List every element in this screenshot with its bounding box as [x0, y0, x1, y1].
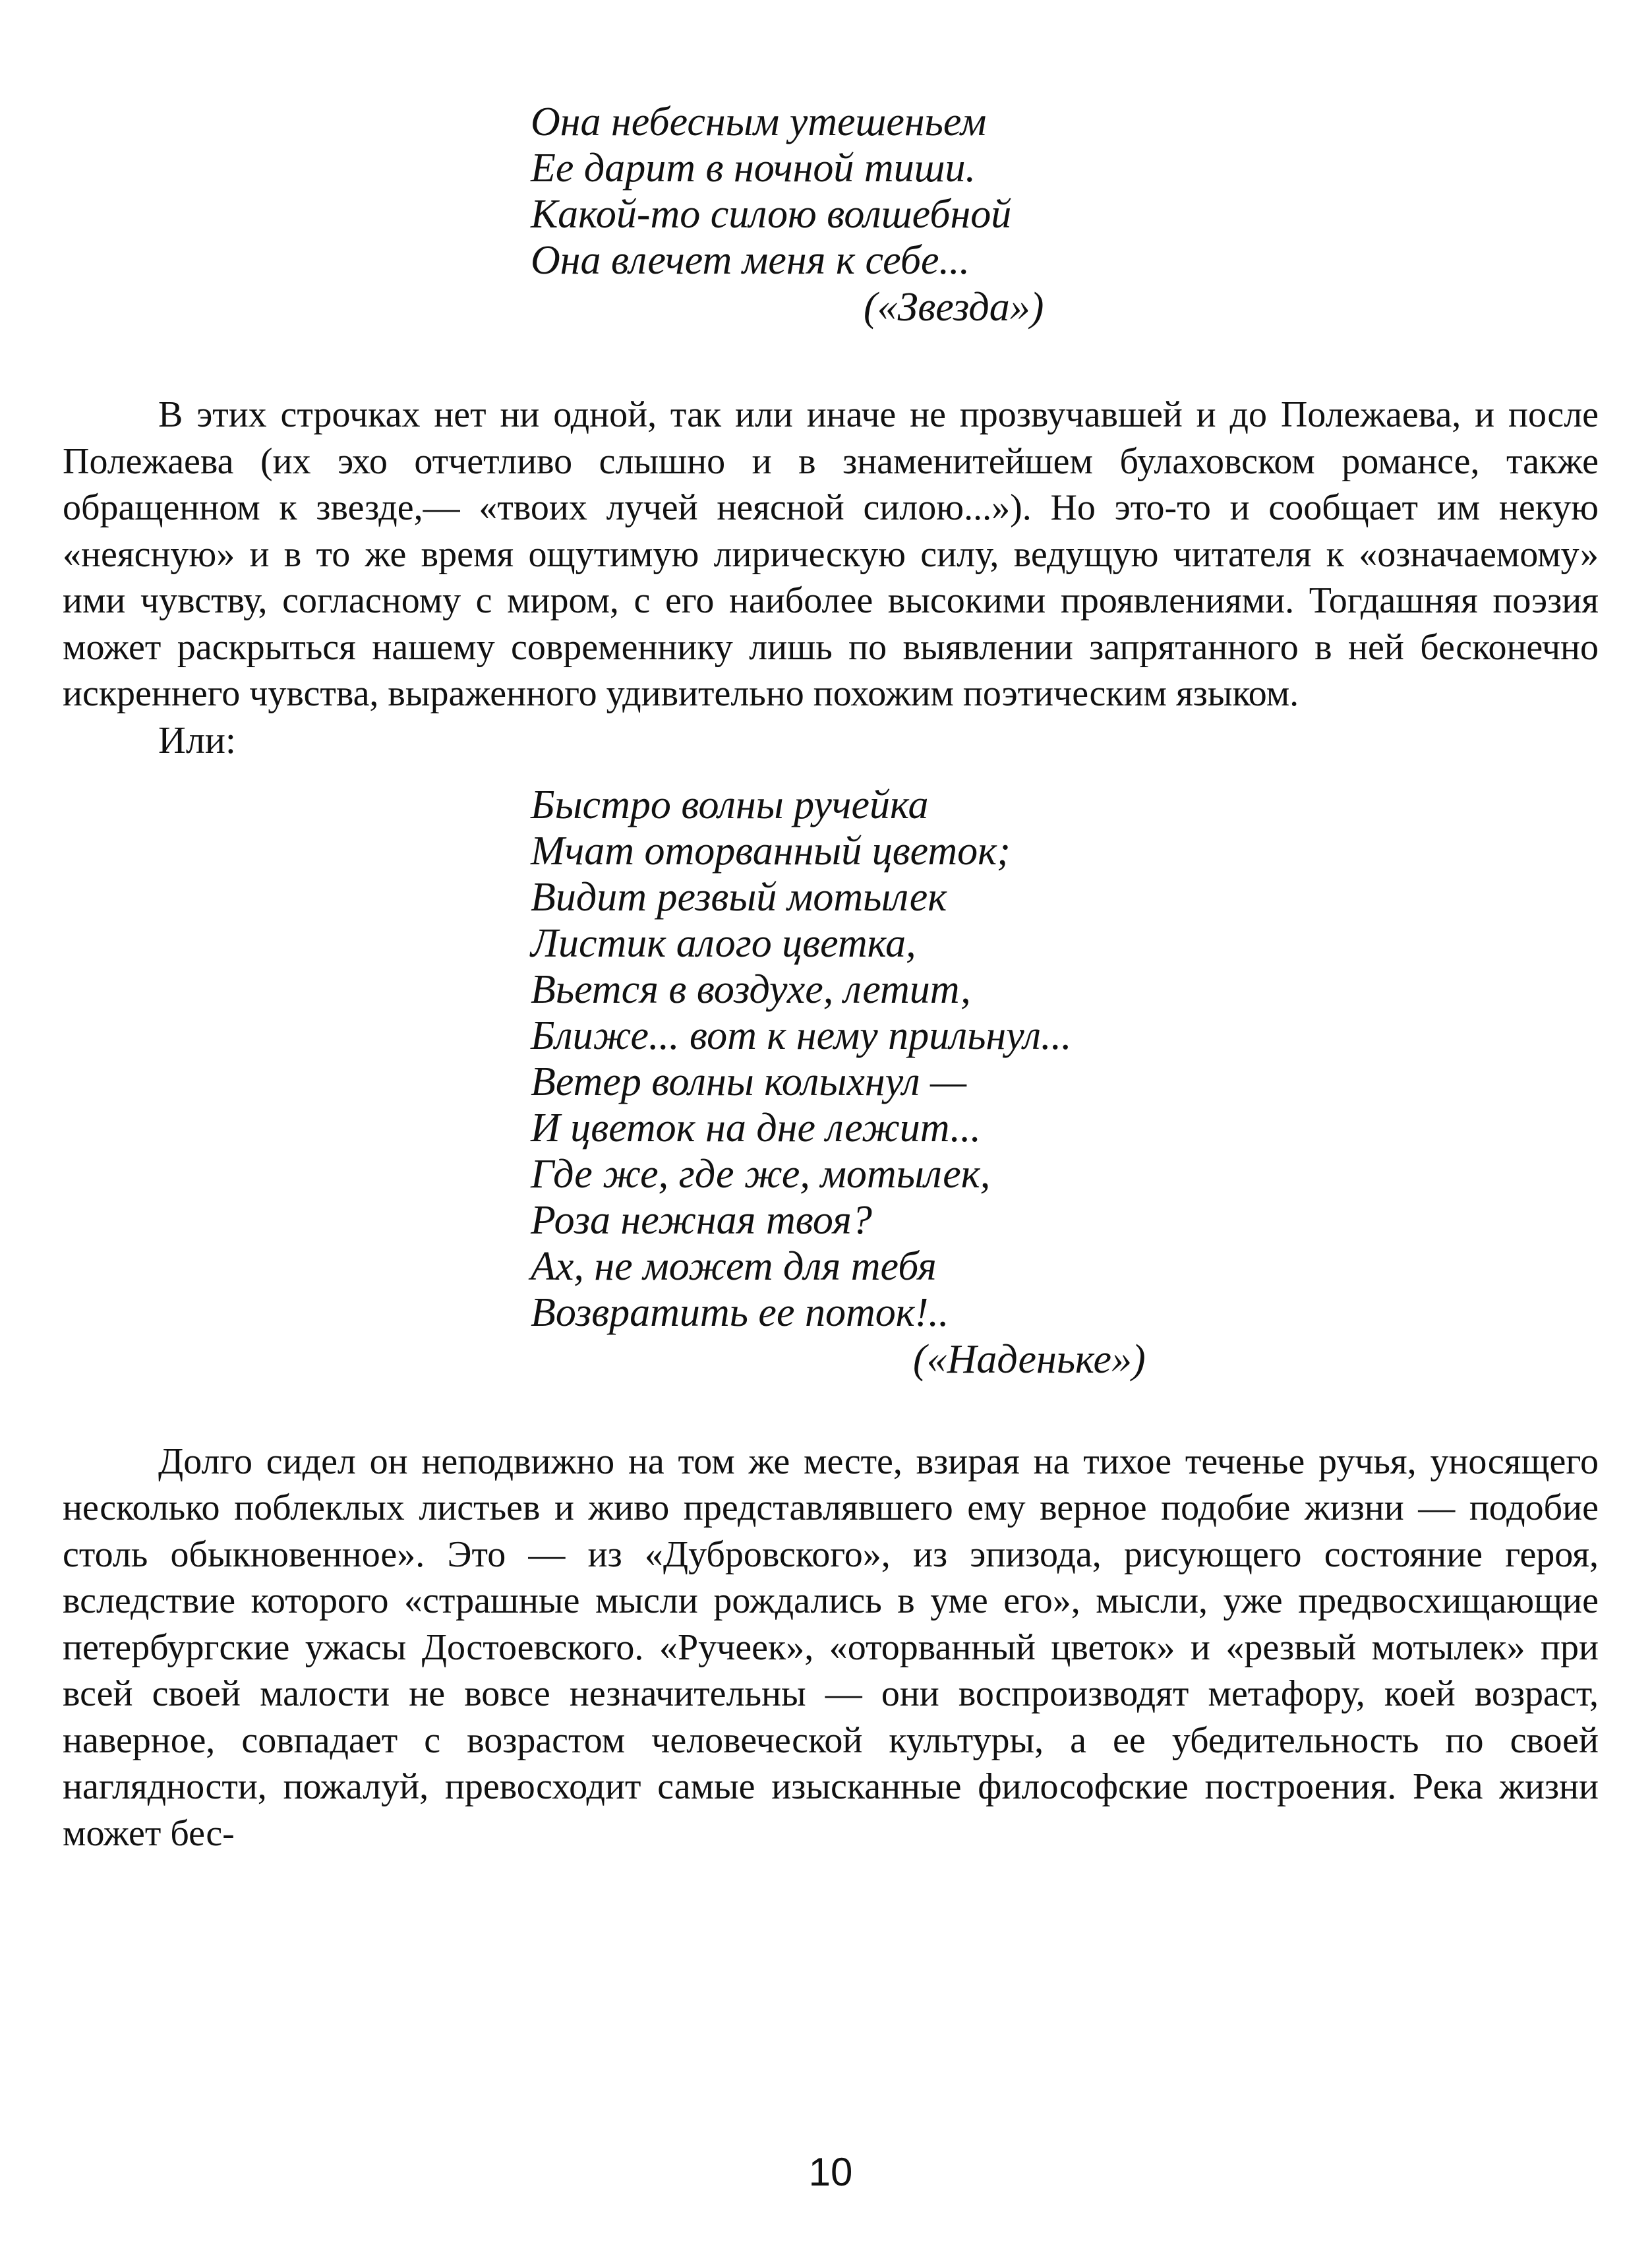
ili-label: Или: — [158, 718, 236, 761]
poem-zvezda — [531, 99, 1599, 283]
poem-line: Быстро волны ручейка — [531, 782, 929, 827]
paragraph-2: Долго сидел он неподвижно на том же месте, взирая на тихое теченье ручья, уносящего несколько поблеклых листьев и живо представлявшего ему верное подобие жизни — подобие столь обыкновенное». Это — из «Дубровского», из эпизода, рисующего состояние героя, вследствие которого «страшные мысли рождались в уме его», мысли, уже предвосхищающие петербургские ужасы Достоевского. «Ручеек», «оторванный цветок» и «резвый мотылек» при всей своей малости не вовсе незначительны — они воспроизводят метафору, коей возраст, наверное, совпадает с возрастом человеческой культуры, а ее убедительность по своей наглядности, пожалуй, превосходит самые изысканные философские построения. Река жизни может бес- — [63, 1441, 1599, 1854]
poem-line: Ближе... вот к нему прильнул... — [531, 1013, 1072, 1058]
page-number: 10 — [808, 2150, 853, 2194]
poem-nadenke — [531, 782, 1599, 1336]
poem-source-nadenke: («Наденьке») — [913, 1336, 1146, 1382]
poem-line: Где же, где же, мотылек, — [531, 1151, 991, 1197]
poem-line: Листик алого цветка, — [531, 920, 916, 966]
poem-line: Она небесным утешеньем — [531, 100, 987, 144]
poem-line: Она влечет меня к себе... — [531, 238, 970, 283]
poem-line: Видит резвый мотылек — [531, 874, 947, 920]
poem-source-zvezda: («Звезда») — [864, 285, 1044, 330]
poem-line: Какой-то силою волшебной — [531, 192, 1012, 237]
poem-line: Ах, не может для тебя — [531, 1243, 937, 1289]
poem-line: Ветер волны колыхнул — — [531, 1059, 967, 1104]
poem-line: Вьется в воздухе, летит, — [531, 967, 971, 1012]
poem-line: Возвратить ее поток!.. — [531, 1290, 949, 1335]
poem-line: И цветок на дне лежит... — [531, 1105, 981, 1150]
poem-line: Ее дарит в ночной тиши. — [531, 146, 976, 191]
poem-line: Мчат оторванный цветок; — [531, 828, 1011, 874]
poem-line: Роза нежная твоя? — [531, 1197, 872, 1243]
paragraph-1: В этих строчках нет ни одной, так или иначе не прозвучавшей и до Полежаева, и после Полежаева (их эхо отчетливо слышно и в знаменитейшем булаховском романсе, также обращенном к звезде,— «твоих лучей неясной силою...»). Но это-то и сообщает им некую «неясную» и в то же время ощутимую лирическую силу, ведущую читателя к «означаемому» ими чувству, согласному с миром, с его наиболее высокими проявлениями. Тогдашняя поэзия может раскрыться нашему современнику лишь по выявлении запрятанного в ней бесконечно искреннего чувства, выраженного удивительно похожим поэтическим языком. — [63, 394, 1599, 714]
book-page — [63, 99, 1599, 2195]
